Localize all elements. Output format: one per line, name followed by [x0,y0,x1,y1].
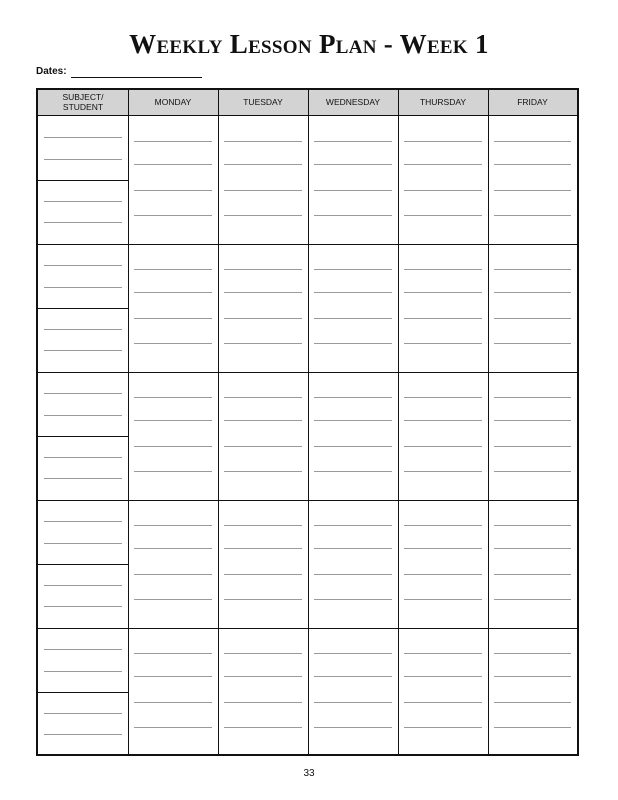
row-divider [38,372,577,373]
day-write-line[interactable] [134,190,212,191]
subject-cell-divider [38,692,128,693]
day-write-line[interactable] [314,548,392,549]
day-write-line[interactable] [224,446,302,447]
day-write-line[interactable] [224,653,302,654]
day-write-line[interactable] [494,318,571,319]
day-write-line[interactable] [494,574,571,575]
day-write-line[interactable] [224,397,302,398]
day-write-line[interactable] [314,525,392,526]
subject-write-line[interactable] [44,713,122,714]
column-divider [128,90,129,754]
page-title: Weekly Lesson Plan - Week 1 [129,29,489,59]
day-write-line[interactable] [224,215,302,216]
header-tuesday: TUESDAY [243,97,283,107]
day-write-line[interactable] [494,141,571,142]
subject-write-line[interactable] [44,393,122,394]
subject-write-line[interactable] [44,329,122,330]
day-write-line[interactable] [404,141,482,142]
day-write-line[interactable] [494,702,571,703]
day-write-line[interactable] [134,420,212,421]
lesson-plan-table [36,88,579,756]
day-write-line[interactable] [404,702,482,703]
day-write-line[interactable] [404,525,482,526]
day-write-line[interactable] [314,292,392,293]
subject-write-line[interactable] [44,606,122,607]
page-number: 33 [303,768,315,779]
subject-write-line[interactable] [44,671,122,672]
day-write-line[interactable] [494,292,571,293]
header-friday: FRIDAY [517,97,548,107]
day-write-line[interactable] [494,343,571,344]
day-write-line[interactable] [134,574,212,575]
dates-row [36,64,202,78]
day-write-line[interactable] [404,292,482,293]
day-write-line[interactable] [134,141,212,142]
day-write-line[interactable] [314,343,392,344]
day-write-line[interactable] [224,471,302,472]
day-write-line[interactable] [404,599,482,600]
column-divider [488,90,489,754]
day-write-line[interactable] [224,676,302,677]
day-write-line[interactable] [224,269,302,270]
day-write-line[interactable] [314,574,392,575]
day-write-line[interactable] [494,548,571,549]
header-subject-label: SUBJECT/ [62,92,104,102]
day-write-line[interactable] [494,269,571,270]
column-divider [308,90,309,754]
day-write-line[interactable] [404,676,482,677]
day-write-line[interactable] [224,548,302,549]
day-write-line[interactable] [314,676,392,677]
day-write-line[interactable] [404,548,482,549]
subject-write-line[interactable] [44,350,122,351]
day-write-line[interactable] [224,702,302,703]
day-write-line[interactable] [314,471,392,472]
row-divider [38,244,577,245]
row-divider [38,628,577,629]
day-write-line[interactable] [224,574,302,575]
subject-write-line[interactable] [44,585,122,586]
day-write-line[interactable] [134,525,212,526]
day-write-line[interactable] [314,215,392,216]
day-write-line[interactable] [404,574,482,575]
day-write-line[interactable] [404,190,482,191]
header-monday: MONDAY [154,97,192,107]
header-student-label: STUDENT [62,102,104,112]
day-write-line[interactable] [224,420,302,421]
day-write-line[interactable] [134,269,212,270]
day-write-line[interactable] [494,599,571,600]
day-write-line[interactable] [404,164,482,165]
day-write-line[interactable] [404,318,482,319]
day-write-line[interactable] [404,420,482,421]
day-write-line[interactable] [404,446,482,447]
day-write-line[interactable] [134,653,212,654]
day-write-line[interactable] [314,599,392,600]
day-write-line[interactable] [494,420,571,421]
day-write-line[interactable] [134,446,212,447]
day-write-line[interactable] [314,446,392,447]
day-write-line[interactable] [494,653,571,654]
day-write-line[interactable] [314,397,392,398]
subject-write-line[interactable] [44,415,122,416]
day-write-line[interactable] [404,653,482,654]
day-write-line[interactable] [314,269,392,270]
subject-cell-divider [38,564,128,565]
day-write-line[interactable] [134,164,212,165]
day-write-line[interactable] [494,397,571,398]
day-write-line[interactable] [494,676,571,677]
day-write-line[interactable] [404,397,482,398]
day-write-line[interactable] [404,471,482,472]
day-write-line[interactable] [314,702,392,703]
subject-write-line[interactable] [44,478,122,479]
day-write-line[interactable] [134,318,212,319]
subject-write-line[interactable] [44,265,122,266]
day-write-line[interactable] [314,141,392,142]
subject-cell-divider [38,180,128,181]
dates-label: Dates: [36,66,67,77]
subject-cell-divider [38,436,128,437]
subject-write-line[interactable] [44,521,122,522]
day-write-line[interactable] [314,164,392,165]
subject-write-line[interactable] [44,457,122,458]
day-write-line[interactable] [224,164,302,165]
day-write-line[interactable] [314,653,392,654]
column-divider [218,90,219,754]
day-write-line[interactable] [494,190,571,191]
day-write-line[interactable] [224,599,302,600]
day-write-line[interactable] [134,471,212,472]
day-write-line[interactable] [134,702,212,703]
dates-input-line[interactable] [71,66,202,78]
day-write-line[interactable] [134,548,212,549]
day-write-line[interactable] [404,343,482,344]
header-thursday: THURSDAY [419,97,467,107]
subject-write-line[interactable] [44,543,122,544]
day-write-line[interactable] [404,215,482,216]
day-write-line[interactable] [404,727,482,728]
day-write-line[interactable] [314,727,392,728]
subject-write-line[interactable] [44,222,122,223]
day-write-line[interactable] [224,141,302,142]
day-write-line[interactable] [224,318,302,319]
day-write-line[interactable] [494,215,571,216]
day-write-line[interactable] [494,525,571,526]
row-divider [38,500,577,501]
day-write-line[interactable] [494,446,571,447]
subject-write-line[interactable] [44,159,122,160]
day-write-line[interactable] [224,525,302,526]
day-write-line[interactable] [224,343,302,344]
day-write-line[interactable] [134,727,212,728]
subject-write-line[interactable] [44,734,122,735]
day-write-line[interactable] [224,727,302,728]
day-write-line[interactable] [134,599,212,600]
subject-write-line[interactable] [44,201,122,202]
subject-write-line[interactable] [44,287,122,288]
day-write-line[interactable] [224,190,302,191]
day-write-line[interactable] [314,190,392,191]
day-write-line[interactable] [224,292,302,293]
day-write-line[interactable] [134,676,212,677]
subject-write-line[interactable] [44,649,122,650]
day-write-line[interactable] [494,727,571,728]
day-write-line[interactable] [134,343,212,344]
header-subject-student [38,90,128,114]
day-write-line[interactable] [134,397,212,398]
day-write-line[interactable] [134,215,212,216]
day-write-line[interactable] [134,292,212,293]
day-write-line[interactable] [314,420,392,421]
day-write-line[interactable] [494,471,571,472]
day-write-line[interactable] [404,269,482,270]
day-write-line[interactable] [494,164,571,165]
subject-write-line[interactable] [44,137,122,138]
header-wednesday: WEDNESDAY [325,97,381,107]
day-write-line[interactable] [314,318,392,319]
subject-cell-divider [38,308,128,309]
column-divider [398,90,399,754]
